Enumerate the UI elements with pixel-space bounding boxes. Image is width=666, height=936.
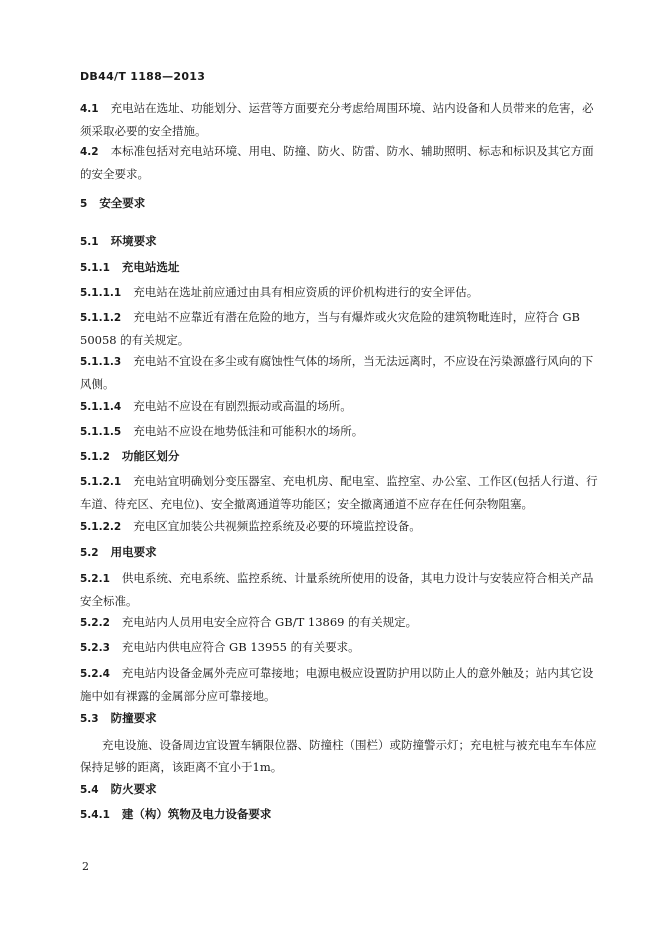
clause-5-2-2 [80,611,604,634]
clause-5-1-1-3 [80,350,604,395]
clause-5-1-1-5 [80,420,604,443]
section-title: 建（构）筑物及电力设备要求 [121,807,272,821]
clause-5-1-1-1 [80,281,604,304]
clause-number: 5.1.2.1 [80,476,122,488]
clause-text: 充电站不应设在有剧烈振动或高温的场所。 [133,399,352,413]
clause-text: 充电站在选址前应通过由具有相应资质的评价机构进行的安全评估。 [133,285,479,299]
clause-4-1 [80,97,604,142]
section-number: 5.4 [80,784,99,796]
section-title: 充电站选址 [121,260,180,274]
section-5-4-1-heading [80,803,604,826]
clause-number: 5.1.2.2 [80,521,122,533]
clause-number: 5.1.1.5 [80,426,122,438]
section-5-1-1-heading [80,256,604,279]
clause-5-1-1-2 [80,306,604,351]
clause-text: 充电区宜加装公共视频监控系统及必要的环境监控设备。 [133,519,421,533]
section-title: 用电要求 [110,545,157,559]
section-title: 防撞要求 [110,711,157,725]
clause-5-2-1 [80,567,604,612]
clause-5-1-1-4 [80,395,604,418]
clause-5-2-3 [80,636,604,659]
clause-text: 充电站内设备金属外壳应可靠接地；电源电极应设置防护用以防止人的意外触及；站内其它设施中如有裸露的金属部分应可靠接地。 [80,666,594,703]
clause-number: 5.1.1.1 [80,287,122,299]
clause-number: 5.2.1 [80,573,110,585]
section-number: 5.1.1 [80,262,110,274]
clause-text: 充电站不应设在地势低洼和可能积水的场所。 [133,424,364,438]
clause-text: 充电站内人员用电安全应符合 GB/T 13869 的有关规定。 [121,615,418,629]
section-5-heading [80,192,604,215]
clause-number: 4.1 [80,103,99,115]
clause-5-1-2-1 [80,470,604,515]
section-number: 5 [80,198,88,210]
clause-5-2-4 [80,662,604,707]
clause-text: 充电站内供电应符合 GB 13955 的有关要求。 [121,640,360,654]
section-title: 防火要求 [110,782,157,796]
section-5-1-2-heading [80,445,604,468]
section-number: 5.4.1 [80,809,110,821]
clause-number: 5.2.2 [80,617,110,629]
section-number: 5.1 [80,236,99,248]
clause-5-1-2-2 [80,515,604,538]
section-number: 5.3 [80,713,99,725]
paragraph-5-3 [80,734,604,778]
clause-number: 5.1.1.2 [80,312,122,324]
paragraph-text: 充电设施、设备周边宜设置车辆限位器、防撞柱（围栏）或防撞警示灯；充电桩与被充电车车体应保持足够的距离，该距离不宜小于1m。 [80,738,597,774]
clause-text: 充电站宜明确划分变压器室、充电机房、配电室、监控室、办公室、工作区(包括人行道、行车道、待充区、充电位)、安全撤离通道等功能区；安全撤离通道不应存在任何杂物阻塞。 [80,474,598,511]
document-id-header: DB44/T 1188—2013 [80,70,206,83]
clause-number: 5.1.1.4 [80,401,122,413]
clause-4-2 [80,140,604,185]
clause-number: 5.2.3 [80,642,110,654]
section-title: 安全要求 [99,196,146,210]
section-5-4-heading [80,778,604,801]
section-number: 5.1.2 [80,451,110,463]
page-number: 2 [82,860,89,873]
clause-number: 5.2.4 [80,668,110,680]
clause-number: 5.1.1.3 [80,356,122,368]
clause-text: 供电系统、充电系统、监控系统、计量系统所使用的设备，其电力设计与安装应符合相关产品安全标准。 [80,571,594,608]
clause-text: 充电站在选址、功能划分、运营等方面要充分考虑给周围环境、站内设备和人员带来的危害，必须采取必要的安全措施。 [80,101,594,138]
section-number: 5.2 [80,547,99,559]
section-5-2-heading [80,541,604,564]
section-5-3-heading [80,707,604,730]
clause-text: 本标准包括对充电站环境、用电、防撞、防火、防雷、防水、辅助照明、标志和标识及其它方面的安全要求。 [80,144,594,181]
clause-text: 充电站不应靠近有潜在危险的地方，当与有爆炸或火灾危险的建筑物毗连时，应符合 GB 50058 的有关规定。 [80,310,580,347]
section-title: 功能区划分 [121,449,180,463]
section-5-1-heading [80,230,604,253]
section-title: 环境要求 [110,234,157,248]
clause-text: 充电站不宜设在多尘或有腐蚀性气体的场所，当无法远离时，不应设在污染源盛行风向的下风侧。 [80,354,594,391]
clause-number: 4.2 [80,146,99,158]
